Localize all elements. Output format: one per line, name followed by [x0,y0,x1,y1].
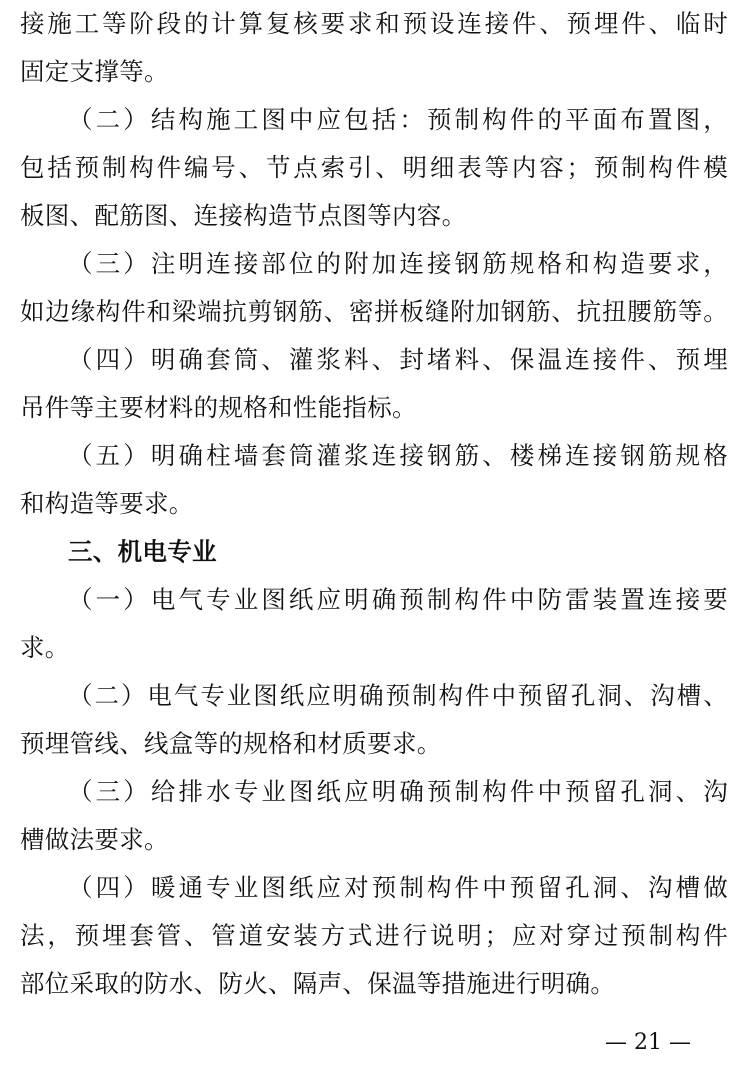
paragraph-line: 部位采取的防水、防火、隔声、保温等措施进行明确。 [20,969,616,998]
paragraph-line: （二）结构施工图中应包括：预制构件的平面布置图， [68,105,728,134]
paragraph-line: （五）明确柱墙套筒灌浆连接钢筋、楼梯连接钢筋规格 [68,441,728,470]
paragraph-line: 包括预制构件编号、节点索引、明细表等内容；预制构件模 [20,153,728,182]
paragraph-line: 和构造等要求。 [20,489,194,518]
document-body [20,0,728,1008]
paragraph-line: 吊件等主要材料的规格和性能指标。 [20,393,417,422]
paragraph-line: 预埋管线、线盒等的规格和材质要求。 [20,729,442,758]
paragraph-line: 如边缘构件和梁端抗剪钢筋、密拼板缝附加钢筋、抗扭腰筋等。 [20,297,728,326]
paragraph-line: 接施工等阶段的计算复核要求和预设连接件、预埋件、临时 [20,9,728,38]
paragraph-line: （四）暖通专业图纸应对预制构件中预留孔洞、沟槽做 [68,873,728,902]
paragraph-line: （三）给排水专业图纸应明确预制构件中预留孔洞、沟 [68,777,728,806]
paragraph-line: （三）注明连接部位的附加连接钢筋规格和构造要求， [68,249,728,278]
paragraph-line: （一）电气专业图纸应明确预制构件中防雷装置连接要 [68,585,728,614]
paragraph-line: 求。 [20,633,70,662]
section-heading: 三、机电专业 [68,537,217,566]
paragraph-line: 固定支撑等。 [20,57,169,86]
page-number: — 21 — [605,1030,691,1055]
paragraph-line: 板图、配筋图、连接构造节点图等内容。 [20,201,467,230]
paragraph-line: （二）电气专业图纸应明确预制构件中预留孔洞、沟槽、 [68,681,728,710]
paragraph-line: （四）明确套筒、灌浆料、封堵料、保温连接件、预埋 [68,345,728,374]
paragraph-line: 法，预埋套管、管道安装方式进行说明；应对穿过预制构件 [20,921,728,950]
paragraph-line: 槽做法要求。 [20,825,169,854]
